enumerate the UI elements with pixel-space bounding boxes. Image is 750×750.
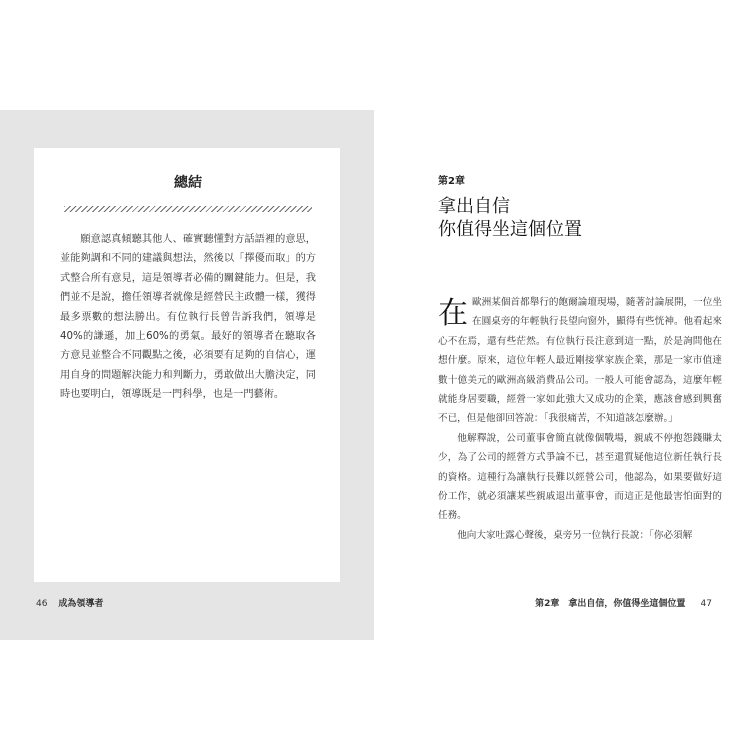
chapter-title-line-1: 拿出自信 [438,196,510,217]
chapter-label: 第2章 [438,176,465,187]
chapter-title [438,195,582,241]
right-page-number: 47 [700,599,712,609]
paragraph-3: 他向大家吐露心聲後，桌旁另一位執行長說：「你必須解 [457,529,693,541]
body-text [438,293,722,545]
paragraph-1 [438,293,722,429]
left-page [0,110,374,640]
right-page [375,110,750,640]
summary-box [34,148,340,582]
hatch-divider [64,206,312,212]
summary-body: 願意認真傾聽其他人、確實聽懂對方話語裡的意思，並能夠調和不同的建議與想法，然後以「擇優而取」的方式整合所有意見，這是領導者必備的關鍵能力。但是，我們並不是說，擔任領導者就像是經營民主政體一樣，獲得最多票數的想法勝出。有位執行長曾告訴我們，領導是40%的謙遜，加上60%的勇氣。最好的領導者在聽取各方意見並整合不同觀點之後，必須要有足夠的自信心，運用自身的問題解決能力和判斷力，勇敢做出大膽決定，同時也要明白，領導既是一門科學，也是一門藝術。 [60,234,316,401]
paragraph-1-text: 歐洲某個首都舉行的飽爾論壇現場，隨著討論展開，一位坐在圓桌旁的年輕執行長望向窗外，顯得有些恍神。他看起來心不在焉，還有些茫然。有位執行長注意到這一點，於是詢問他在想什麼。原來，這位年輕人最近剛接掌家族企業，那是一家市值達數十億美元的歐洲高級消費品公司。一般人可能會認為，這麼年輕就能身居要職，經營一家如此強大又成功的企業，應該會感到興奮不已，但是他卻回答說：「我很痛苦，不知道該怎麼辦。」 [438,297,722,425]
left-footer [36,596,103,609]
summary-title: 總結 [174,175,202,191]
left-running-title: 成為領導者 [58,599,104,609]
left-page-number: 46 [36,599,48,609]
drop-cap: 在 [438,296,468,331]
right-footer [535,596,712,609]
paragraph-2: 他解釋說，公司董事會簡直就像個戰場，親戚不停抱怨錢賺太少，為了公司的經營方式爭論不已，甚至還質疑他這位新任執行長的資格。這種行為讓執行長難以經營公司，他認為，如果要做好這份工作，就必須讓某些親戚退出董事會，而這正是他最害怕面對的任務。 [438,432,722,522]
right-running-title: 第2章 拿出自信，你值得坐這個位置 [535,599,686,609]
chapter-title-line-2: 你值得坐這個位置 [438,219,582,240]
